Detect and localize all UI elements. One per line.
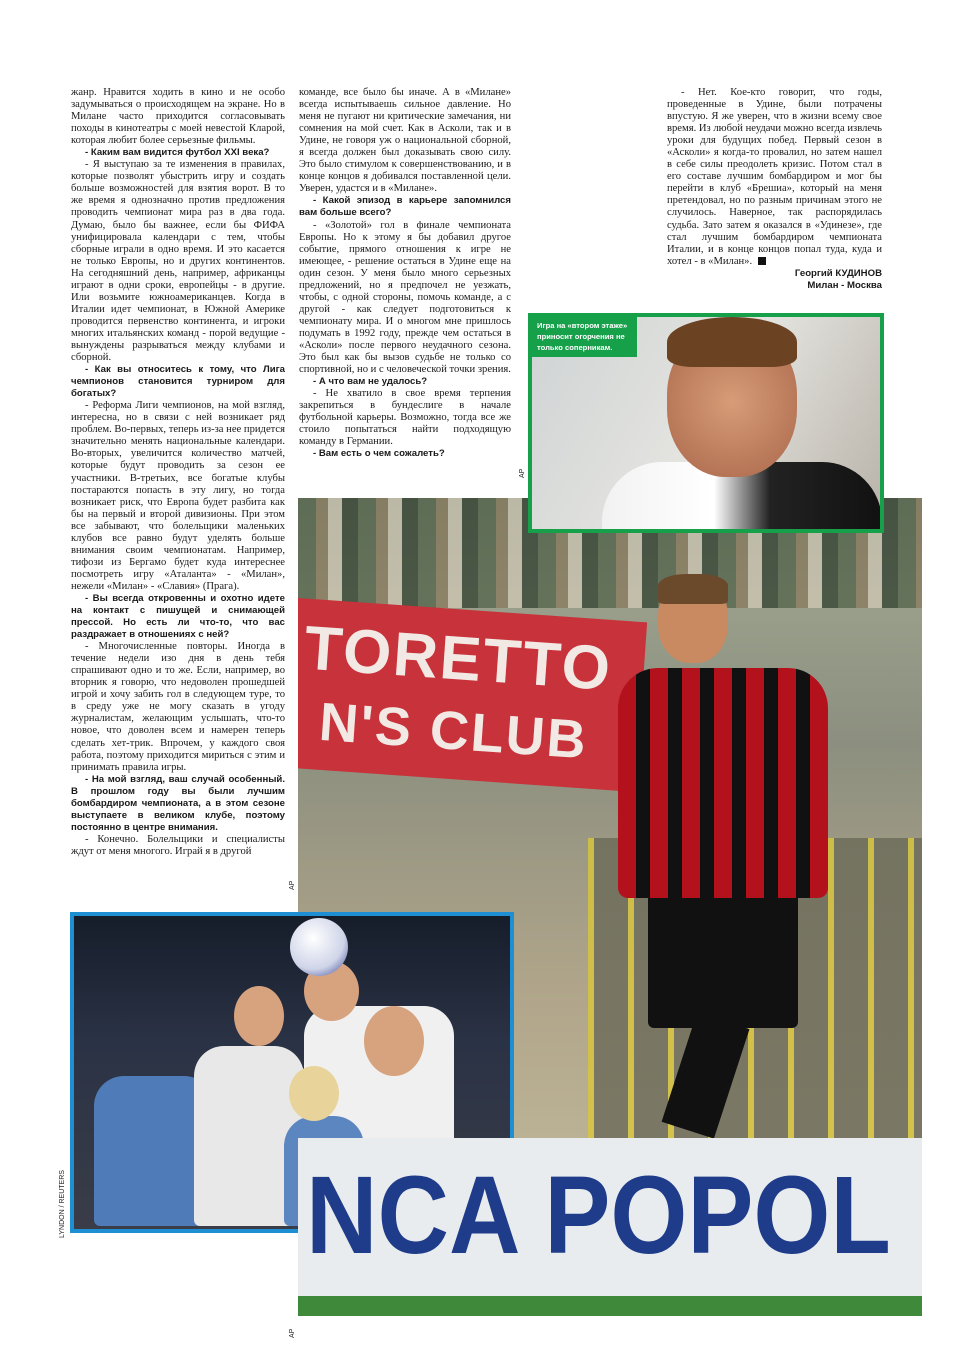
article-column-3 (667, 87, 882, 292)
question-paragraph: - Как вы относитесь к тому, что Лига чемпионов становится турниром для богатых? (71, 364, 285, 400)
player-shirt (618, 668, 828, 898)
author-name: Георгий КУДИНОВ (794, 267, 882, 279)
player-head (289, 1066, 339, 1121)
pitch-grass (298, 1296, 922, 1316)
inset-photo-smiling-player (528, 313, 884, 533)
author-location: Милан - Москва (807, 279, 882, 291)
billboard-text: NCA POPOL (306, 1154, 891, 1277)
answer-paragraph: - Я выступаю за те изменения в правилах, которые позволят убыстрить игру и создать больше возможностей для взятия ворот. В то же время я однозначно против предложения проводить чемпионат мира раз в два года. Думаю, было бы важнее, если бы ФИФА унифицировала календари с тем, чтобы сборные играли в одно время. И это касается не только Европы, но и других континентов. На сегодняшний день, например, африканцы играют в одни сроки, европейцы - в другие. Или возьмите южноамериканцев. Когда в Италии идет чемпионат, в Южной Америке проводится первенство континента, и игроки многих итальянских команд - порой ведущие - вынуждены разрываться между клубами и сборной. (71, 159, 285, 364)
player-head (364, 1006, 424, 1076)
football (290, 918, 348, 976)
end-of-article-mark (758, 257, 766, 265)
answer-paragraph: - Не хватило в свое время терпения закрепиться в бундеслиге в начале футбольной карьеры. Возможно, тогда все же стоило попытаться найти подходящую команду в Германии. (299, 388, 511, 448)
player-hair (667, 317, 797, 367)
main-photo-player-header (298, 498, 922, 1316)
answer-paragraph: - Многочисленные повторы. Иногда в течение недели изо дня в день тебя спрашивают одно и то же. Если, например, во вторник я говорю, что недоволен прошедшей игрой и хочу забить гол в следующем туре, то в среду уже не могу сказать в угоду журналистам, желающим услышать, что-то новое, что доволен всем и намерен теперь сделать хет-трик. Впрочем, у каждого своя работа, поэтому приходится мириться с этим и принимать правила игры. (71, 641, 285, 773)
player-figure (618, 578, 848, 1138)
article-column-1 (71, 87, 285, 858)
photo-credit: AP (289, 880, 296, 890)
player-hair (658, 574, 728, 604)
question-paragraph: - Вам есть о чем сожалеть? (313, 448, 445, 460)
caption-text: Игра на «втором этаже» приносит огорчения не только соперникам. (537, 321, 628, 352)
answer-paragraph: - Конечно. Болельщики и специалисты ждут от меня многого. Играй я в другой (71, 833, 285, 857)
answer-text: - Нет. Кое-кто говорит, что годы, проведенные в Удине, были потрачены впустую. Я же уверен, что в жизни всему свое время. Из любой неудачи можно всегда извлечь уроки для будущих побед. Первый сезон в «Асколи» я когда-то провалил, но затем нашел в себе силы преодолеть кризис. Потом стал в его составе лучшим бомбардиром и мог бы перейти в клуб «Брешиа», который на меня претендовал, но по разным причинам этого не случилось. Наверное, так распорядилась судьба. Зато затем я оказался в «Удинезе», где стал лучшим бомбардиром чемпионата Италии, и в конце концов попал туда, куда и хотел - в «Милан». (667, 87, 882, 267)
player-leg (662, 1012, 750, 1138)
answer-paragraph: - Реформа Лиги чемпионов, на мой взгляд, интересна, но в связи с ней возникает ряд проблем. Во-первых, теперь из-за нее придется значительно менять национальные календари. Во-вторых, увеличится количество матчей, которые будут проводить за сезон ее участники. В-третьих, все богатые клубы постараются попасть в эту лигу, но тогда возникает риск, что Европа будет разбита как бы на первый и второй дивизионы. При этом все забывают, что болельщики маленьких клубов все равно будут уделять больше внимания своим чемпионатам. Например, тифози из Бергамо будет куда интереснее посмотреть игру «Аталанта» - «Милан», нежели «Милан» - «Славия» (Прага). (71, 400, 285, 592)
answer-paragraph: команде, все было бы иначе. А в «Милане» всегда испытываешь сильное давление. Но меня не пугают ни критические замечания, ни сомнения на мой счет. Как в Асколи, так и в Удине, не говоря уж о национальной сборной, я всегда должен был доказывать свою силу. Это было стимулом к совершенствованию, и в конце концов я добивался поставленной цели. Уверен, удастся и в «Милане». (299, 87, 511, 195)
article-column-2 (299, 87, 511, 460)
question-paragraph: - Какой эпизод в карьере запомнился вам больше всего? (299, 195, 511, 219)
question-paragraph: - Вы всегда откровенны и охотно идете на контакт с пишущей и снимающей прессой. Но есть ли что-то, что вас раздражает в отношениях с ней? (71, 592, 285, 641)
answer-paragraph: жанр. Нравится ходить в кино и не особо задумываться о происходящем на экране. Но в Милане часто приходится согласовывать походы в кинотеатры с моей невестой Кларой, которая любит более серьезные фильмы. (71, 87, 285, 147)
photo-credit: AP (289, 1328, 296, 1338)
answer-paragraph (667, 87, 882, 268)
photo-credit: AP (519, 468, 526, 478)
answer-paragraph: - «Золотой» гол в финале чемпионата Европы. Но к этому я бы добавил другое событие, прямого отношения к игре не имеющее, - решение остаться в Удине еще на один сезон. У меня было много серьезных предложений, но я предпочел не уезжать, чтобы, с одной стороны, помочь команде, а с другой - как следует подготовиться к чемпионату мира. И о многом мне пришлось подумать в 1992 году, прежде чем остаться в «Асколи» после первого неудачного сезона. Это был как бы вызов судьбе не только со спортивной, но и с человеческой точки зрения. (299, 219, 511, 376)
question-paragraph: - А что вам не удалось? (313, 376, 428, 388)
stadium-banner (298, 598, 647, 792)
banner-text: TORETTO (302, 613, 615, 704)
advertising-billboard (298, 1138, 922, 1296)
question-paragraph: - Каким вам видится футбол XXI века? (85, 147, 270, 159)
question-paragraph: - На мой взгляд, ваш случай особенный. В прошлом году вы были лучшим бомбардиром чемпионата, а в этом сезоне выступаете в великом клубе, поэтому постоянно в центре внимания. (71, 773, 285, 833)
player-shorts (648, 888, 798, 1028)
banner-text: N'S CLUB (317, 691, 590, 771)
photo-caption (532, 317, 637, 357)
player-head (234, 986, 284, 1046)
photo-credit: LYNDON / REUTERS (59, 1170, 66, 1238)
